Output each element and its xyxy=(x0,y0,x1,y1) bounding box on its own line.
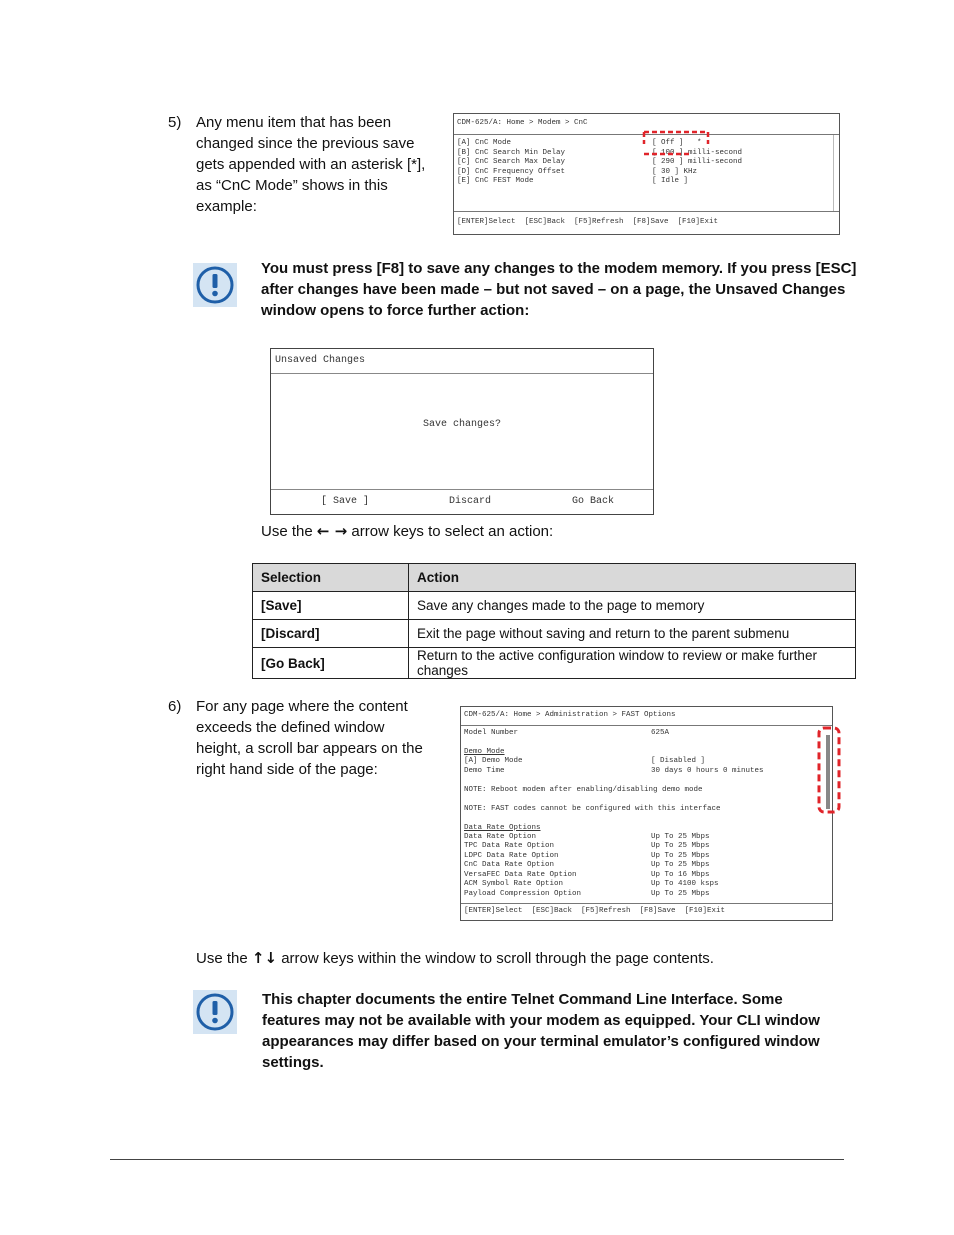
terminal-title: CDM-625/A: Home > Administration > FAST Options xyxy=(464,711,676,719)
table-row xyxy=(253,592,856,620)
note-line: settings. xyxy=(262,1054,324,1071)
scrollbar-highlight-marker xyxy=(815,724,843,816)
field-value: 625A xyxy=(651,729,670,737)
info-exclamation-icon xyxy=(193,990,237,1034)
field-label: LDPC Data Rate Option xyxy=(464,851,559,860)
field-value: 30 days 0 hours 0 minutes xyxy=(651,766,764,775)
step-6-line: height, a scroll bar appears on the xyxy=(196,740,423,757)
info-exclamation-icon xyxy=(193,263,237,307)
step-6-text xyxy=(196,696,446,780)
menu-item-label: [A] CnC Mode xyxy=(457,139,512,147)
field-value: Up To 25 Mbps xyxy=(651,861,710,870)
field-label: Payload Compression Option xyxy=(464,889,582,898)
menu-item-label: [B] CnC Search Min Delay xyxy=(457,148,566,157)
step-5-line: changed since the previous save xyxy=(196,135,415,152)
section-heading: Data Rate Options xyxy=(464,823,541,832)
field-label: TPC Data Rate Option xyxy=(464,842,555,851)
note-line: You must press [F8] to save any changes to the modem memory. If you press [ESC] xyxy=(261,260,857,277)
note-cli-documentation xyxy=(262,989,862,1073)
note-line: This chapter documents the entire Telnet Command Line Interface. Some xyxy=(262,991,783,1008)
selection-cell: [Discard] xyxy=(253,620,409,648)
menu-item-label: [E] CnC FEST Mode xyxy=(457,177,534,186)
menu-item-value: [ Off ] * xyxy=(652,139,702,147)
step-5-line: as “CnC Mode” shows in this xyxy=(196,177,388,194)
section-heading: Demo Mode xyxy=(464,747,505,756)
instruction-text: Use the xyxy=(261,523,313,540)
step-6-line: right hand side of the page: xyxy=(196,761,378,778)
note-line: features may not be available with your modem as equipped. Your CLI window xyxy=(262,1012,820,1029)
menu-item-value: [ 30 ] KHz xyxy=(652,167,698,176)
step-6-line: exceeds the defined window xyxy=(196,719,385,736)
table-row xyxy=(253,620,856,648)
menu-item-label: [D] CnC Frequency Offset xyxy=(457,167,566,176)
discard-button[interactable]: Discard xyxy=(449,496,492,507)
column-header-action: Action xyxy=(409,564,856,592)
left-right-arrow-icon: ← → xyxy=(316,522,348,540)
selection-cell: [Go Back] xyxy=(253,648,409,679)
dialog-title: Unsaved Changes xyxy=(275,355,366,366)
field-value: Up To 4100 ksps xyxy=(651,880,719,889)
field-value: Up To 25 Mbps xyxy=(651,842,710,851)
menu-item-value: [ 290 ] milli-second xyxy=(652,158,743,167)
note-line: appearances may differ based on your terminal emulator’s configured window xyxy=(262,1033,820,1050)
field-label: Demo Time xyxy=(464,766,505,775)
note-line: window opens to force further action: xyxy=(261,302,530,319)
cnc-terminal-screenshot xyxy=(453,113,840,235)
field-label: ACM Symbol Rate Option xyxy=(464,880,564,889)
arrow-keys-instruction xyxy=(261,521,553,542)
field-label: [A] Demo Mode xyxy=(464,757,523,766)
go-back-button[interactable]: Go Back xyxy=(572,496,615,507)
save-button[interactable]: [ Save ] xyxy=(321,496,370,507)
field-value: [ Disabled ] xyxy=(651,757,706,766)
table-row xyxy=(253,648,856,679)
selection-cell: [Save] xyxy=(253,592,409,620)
field-label: VersaFEC Data Rate Option xyxy=(464,870,577,879)
column-header-selection: Selection xyxy=(253,564,409,592)
field-label: CnC Data Rate Option xyxy=(464,861,555,870)
field-value: Up To 25 Mbps xyxy=(651,832,710,841)
scroll-instruction xyxy=(196,948,714,969)
step-6-line: For any page where the content xyxy=(196,698,408,715)
selection-action-table xyxy=(252,563,856,679)
instruction-text: arrow keys within the window to scroll through the page contents. xyxy=(281,950,714,967)
note-icon-box xyxy=(193,263,237,307)
step-6-number: 6) xyxy=(168,698,182,715)
note-line: after changes have been made – but not saved – on a page, the Unsaved Changes xyxy=(261,281,846,298)
unsaved-changes-dialog xyxy=(270,348,654,515)
note-save-changes xyxy=(261,258,861,321)
terminal-title: CDM-625/A: Home > Modem > CnC xyxy=(457,119,588,127)
menu-item-value: [ 100 ] milli-second xyxy=(652,148,743,157)
field-value: Up To 16 Mbps xyxy=(651,870,710,879)
instruction-text: arrow keys to select an action: xyxy=(351,523,554,540)
action-cell: Exit the page without saving and return to the parent submenu xyxy=(409,620,856,648)
action-cell: Save any changes made to the page to memory xyxy=(409,592,856,620)
asterisk-highlight-marker xyxy=(640,130,712,156)
field-label: Model Number xyxy=(464,729,519,737)
fast-options-terminal-screenshot xyxy=(460,706,833,921)
field-label: NOTE: Reboot modem after enabling/disabling demo mode xyxy=(464,785,703,794)
note-icon-box xyxy=(193,990,237,1034)
instruction-text: Use the xyxy=(196,950,248,967)
menu-item-value: [ Idle ] xyxy=(652,177,689,186)
step-5-number: 5) xyxy=(168,114,182,131)
terminal-footer: [ENTER]Select [ESC]Back [F5]Refresh [F8]Save [F10]Exit xyxy=(457,218,719,226)
menu-item-label: [C] CnC Search Max Delay xyxy=(457,158,566,167)
table-header-row xyxy=(253,564,856,592)
field-label: Data Rate Option xyxy=(464,832,537,841)
step-5-line: Any menu item that has been xyxy=(196,114,392,131)
field-value: Up To 25 Mbps xyxy=(651,889,710,898)
terminal-footer: [ENTER]Select [ESC]Back [F5]Refresh [F8]Save [F10]Exit xyxy=(464,907,726,915)
field-label: NOTE: FAST codes cannot be configured with this interface xyxy=(464,804,721,813)
dialog-prompt: Save changes? xyxy=(422,419,501,430)
step-5-line: gets appended with an asterisk [*], xyxy=(196,156,426,173)
step-5-line: example: xyxy=(196,198,257,215)
page-footer-rule xyxy=(110,1159,844,1160)
step-5-text xyxy=(196,112,446,217)
up-down-arrow-icon: ↑↓ xyxy=(251,949,278,967)
action-cell: Return to the active configuration window to review or make further changes xyxy=(409,648,856,679)
field-value: Up To 25 Mbps xyxy=(651,851,710,860)
